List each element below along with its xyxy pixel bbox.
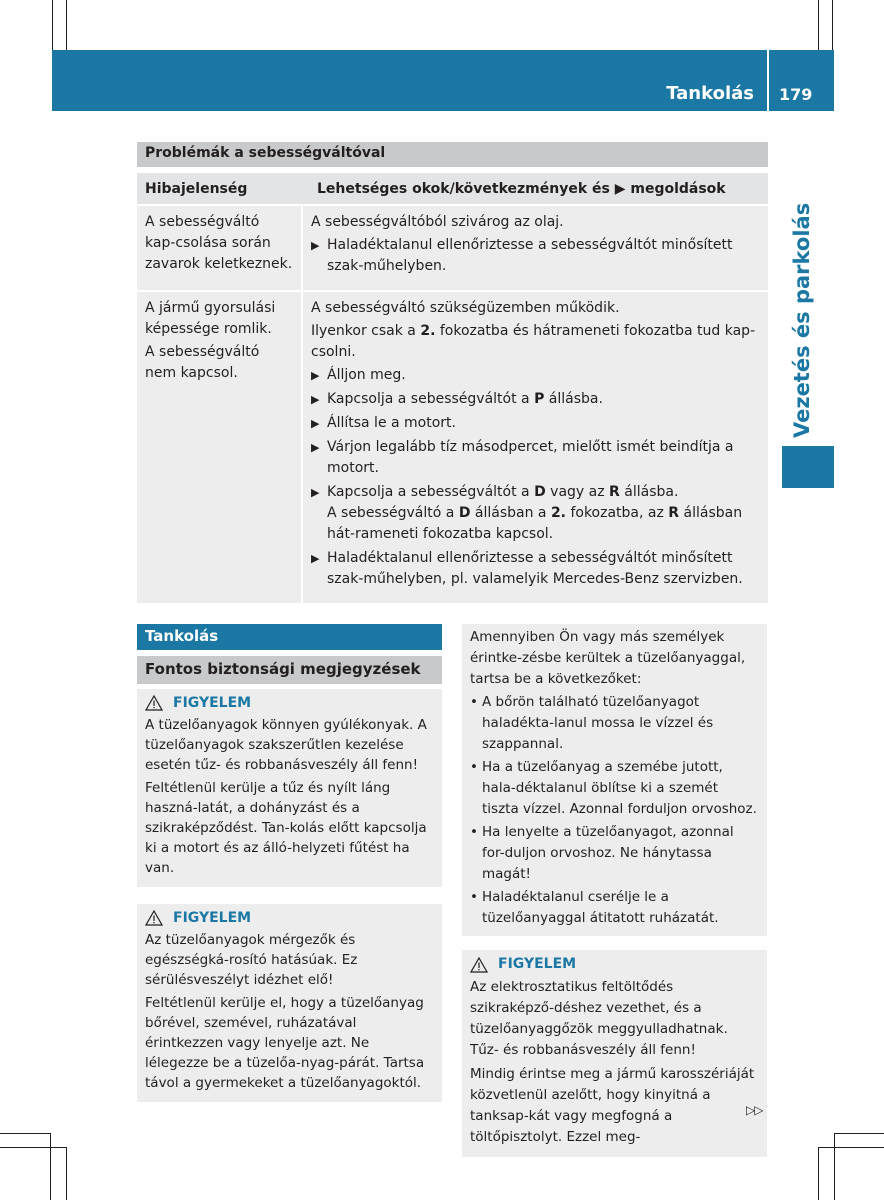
warning-triangle-icon	[470, 957, 488, 973]
bullet-icon: •	[470, 759, 478, 775]
warning-text: Mindig érintse meg a jármű karosszériáját közvetlenül azelőtt, hogy kinyitná a tanksap-kát vagy megfogná a töltőpisztolyt. Ezzel meg-	[470, 1066, 755, 1145]
cause-text: A sebességváltóból szivárog az olaj.	[311, 214, 564, 230]
table-row	[137, 206, 768, 290]
step-item: ▶ Haladéktalanul ellenőriztesse a sebességváltót minősített szak-műhelyben, pl. valamelyik Mercedes-Benz szervizben.	[311, 548, 760, 590]
side-chapter-marker	[782, 446, 834, 488]
arrow-right-icon: ▶	[311, 486, 320, 499]
arrow-right-icon: ▶	[311, 239, 320, 252]
warning-label: FIGYELEM	[173, 910, 252, 926]
arrow-right-icon: ▶	[311, 369, 320, 382]
crop-mark	[50, 1133, 51, 1200]
step-item: ▶ Kapcsolja a sebességváltót a D vagy az R állásba. A sebességváltó a D állásban a 2. fokozatba, az R állásban hát-rameneti fokozatba kapcsol.	[311, 482, 760, 545]
header-divider	[767, 50, 769, 111]
crop-mark	[66, 0, 67, 50]
warning-text: A tüzelőanyagok könnyen gyúlékonyak. A tüzelőanyagok szakszerűtlen kezelése esetén tűz- és robbanásveszély áll fenn!	[145, 717, 427, 773]
warning-label: FIGYELEM	[173, 695, 252, 711]
crop-mark	[818, 1147, 819, 1200]
warning-box	[137, 904, 442, 1102]
info-intro: Amennyiben Ön vagy más személyek érintke-zésbe kerültek a tüzelőanyaggal, tartsa be a következőket:	[470, 629, 746, 687]
crop-mark	[834, 1133, 835, 1200]
table-row	[137, 292, 768, 603]
crop-mark	[818, 0, 819, 50]
arrow-right-icon: ▶	[311, 552, 320, 565]
table-header	[137, 173, 768, 204]
crop-mark	[66, 1147, 67, 1200]
step-item: ▶ Álljon meg.	[311, 365, 760, 386]
warning-label: FIGYELEM	[498, 956, 577, 972]
header-symptom: Hibajelenség	[145, 180, 248, 197]
continue-icon: ▷▷	[746, 1103, 763, 1117]
side-chapter-label: Vezetés és parkolás	[790, 202, 814, 438]
right-column	[462, 624, 767, 1157]
arrow-right-icon: ▶	[311, 441, 320, 454]
page-header	[52, 50, 834, 111]
bullet-icon: •	[470, 889, 478, 905]
warning-triangle-icon	[145, 910, 163, 926]
step-item: ▶ Haladéktalanul ellenőriztesse a sebességváltót minősített szak-műhelyben.	[311, 235, 760, 277]
bullet-icon: •	[470, 694, 478, 710]
warning-triangle-icon	[145, 695, 163, 711]
info-box	[462, 624, 767, 936]
table-title: Problémák a sebességváltóval	[137, 142, 768, 167]
list-item: • Ha a tüzelőanyag a szemébe jutott, hala-déktalanul öblítse ki a szemét tiszta vízzel. Azonnal forduljon orvoshoz.	[470, 757, 759, 820]
crop-mark	[832, 0, 833, 50]
page-title: Tankolás	[666, 83, 754, 104]
left-column	[137, 624, 442, 1102]
troubleshooting-table	[137, 142, 768, 603]
list-item: • A bőrön található tüzelőanyagot haladékta-lanul mossa le vízzel és szappannal.	[470, 692, 759, 755]
cause-text: A sebességváltó szükségüzemben működik.	[311, 300, 620, 316]
warning-text: Az tüzelőanyagok mérgezők és egészségká-rosító hatásúak. Ez sérülésveszélyt idézhet elő!	[145, 932, 358, 988]
page-number: 179	[779, 85, 813, 104]
warning-text: Feltétlenül kerülje el, hogy a tüzelőanyag bőrével, szemével, ruházatával érintkezzen vagy lenyelje azt. Ne lélegezze be a tüzelőa-nyag-párát. Tartsa távol a gyermekeket a tüzelőanyagoktól.	[145, 995, 425, 1091]
warning-text: Feltétlenül kerülje a tűz és nyílt láng haszná-latát, a dohányzást és a szikraképződést. Tan-kolás előtt kapcsolja ki a motort és az álló-helyzeti fűtést ha van.	[145, 780, 427, 876]
symptom-text: A sebességváltó nem kapcsol.	[145, 344, 260, 381]
crop-mark	[818, 1147, 884, 1148]
note-text: Ilyenkor csak a 2. fokozatba és hátrameneti fokozatba tud kap-csolni.	[311, 323, 756, 360]
arrow-right-icon: ▶	[311, 393, 320, 406]
step-item: ▶ Állítsa le a motort.	[311, 413, 760, 434]
list-item: • Haladéktalanul cserélje le a tüzelőanyaggal átitatott ruházatát.	[470, 887, 759, 929]
crop-mark	[0, 1133, 50, 1134]
symptom-text: A jármű gyorsulási képessége romlik.	[145, 300, 276, 337]
warning-box	[462, 950, 767, 1157]
step-item: ▶ Kapcsolja a sebességváltót a P állásba.	[311, 389, 760, 410]
step-item: ▶ Várjon legalább tíz másodpercet, mielőtt ismét beindítja a motort.	[311, 437, 760, 479]
list-item: • Ha lenyelte a tüzelőanyagot, azonnal for-duljon orvoshoz. Ne hánytassa magát!	[470, 822, 759, 885]
warning-text: Az elektrosztatikus feltöltődés szikraképző-déshez vezethet, és a tüzelőanyaggőzök meggyulladhatnak. Tűz- és robbanásveszély áll fenn!	[470, 979, 728, 1058]
crop-mark	[0, 1147, 66, 1148]
section-title: Tankolás	[137, 624, 442, 650]
crop-mark	[834, 1133, 884, 1134]
bullet-icon: •	[470, 824, 478, 840]
warning-box	[137, 689, 442, 887]
arrow-right-icon: ▶	[311, 417, 320, 430]
symptom-text: A sebességváltó kap-csolása során zavarok keletkeznek.	[145, 214, 293, 272]
header-causes: Lehetséges okok/következmények és ▶ megoldások	[317, 180, 726, 197]
crop-mark	[52, 0, 53, 50]
subsection-title: Fontos biztonsági megjegyzések	[137, 656, 442, 684]
